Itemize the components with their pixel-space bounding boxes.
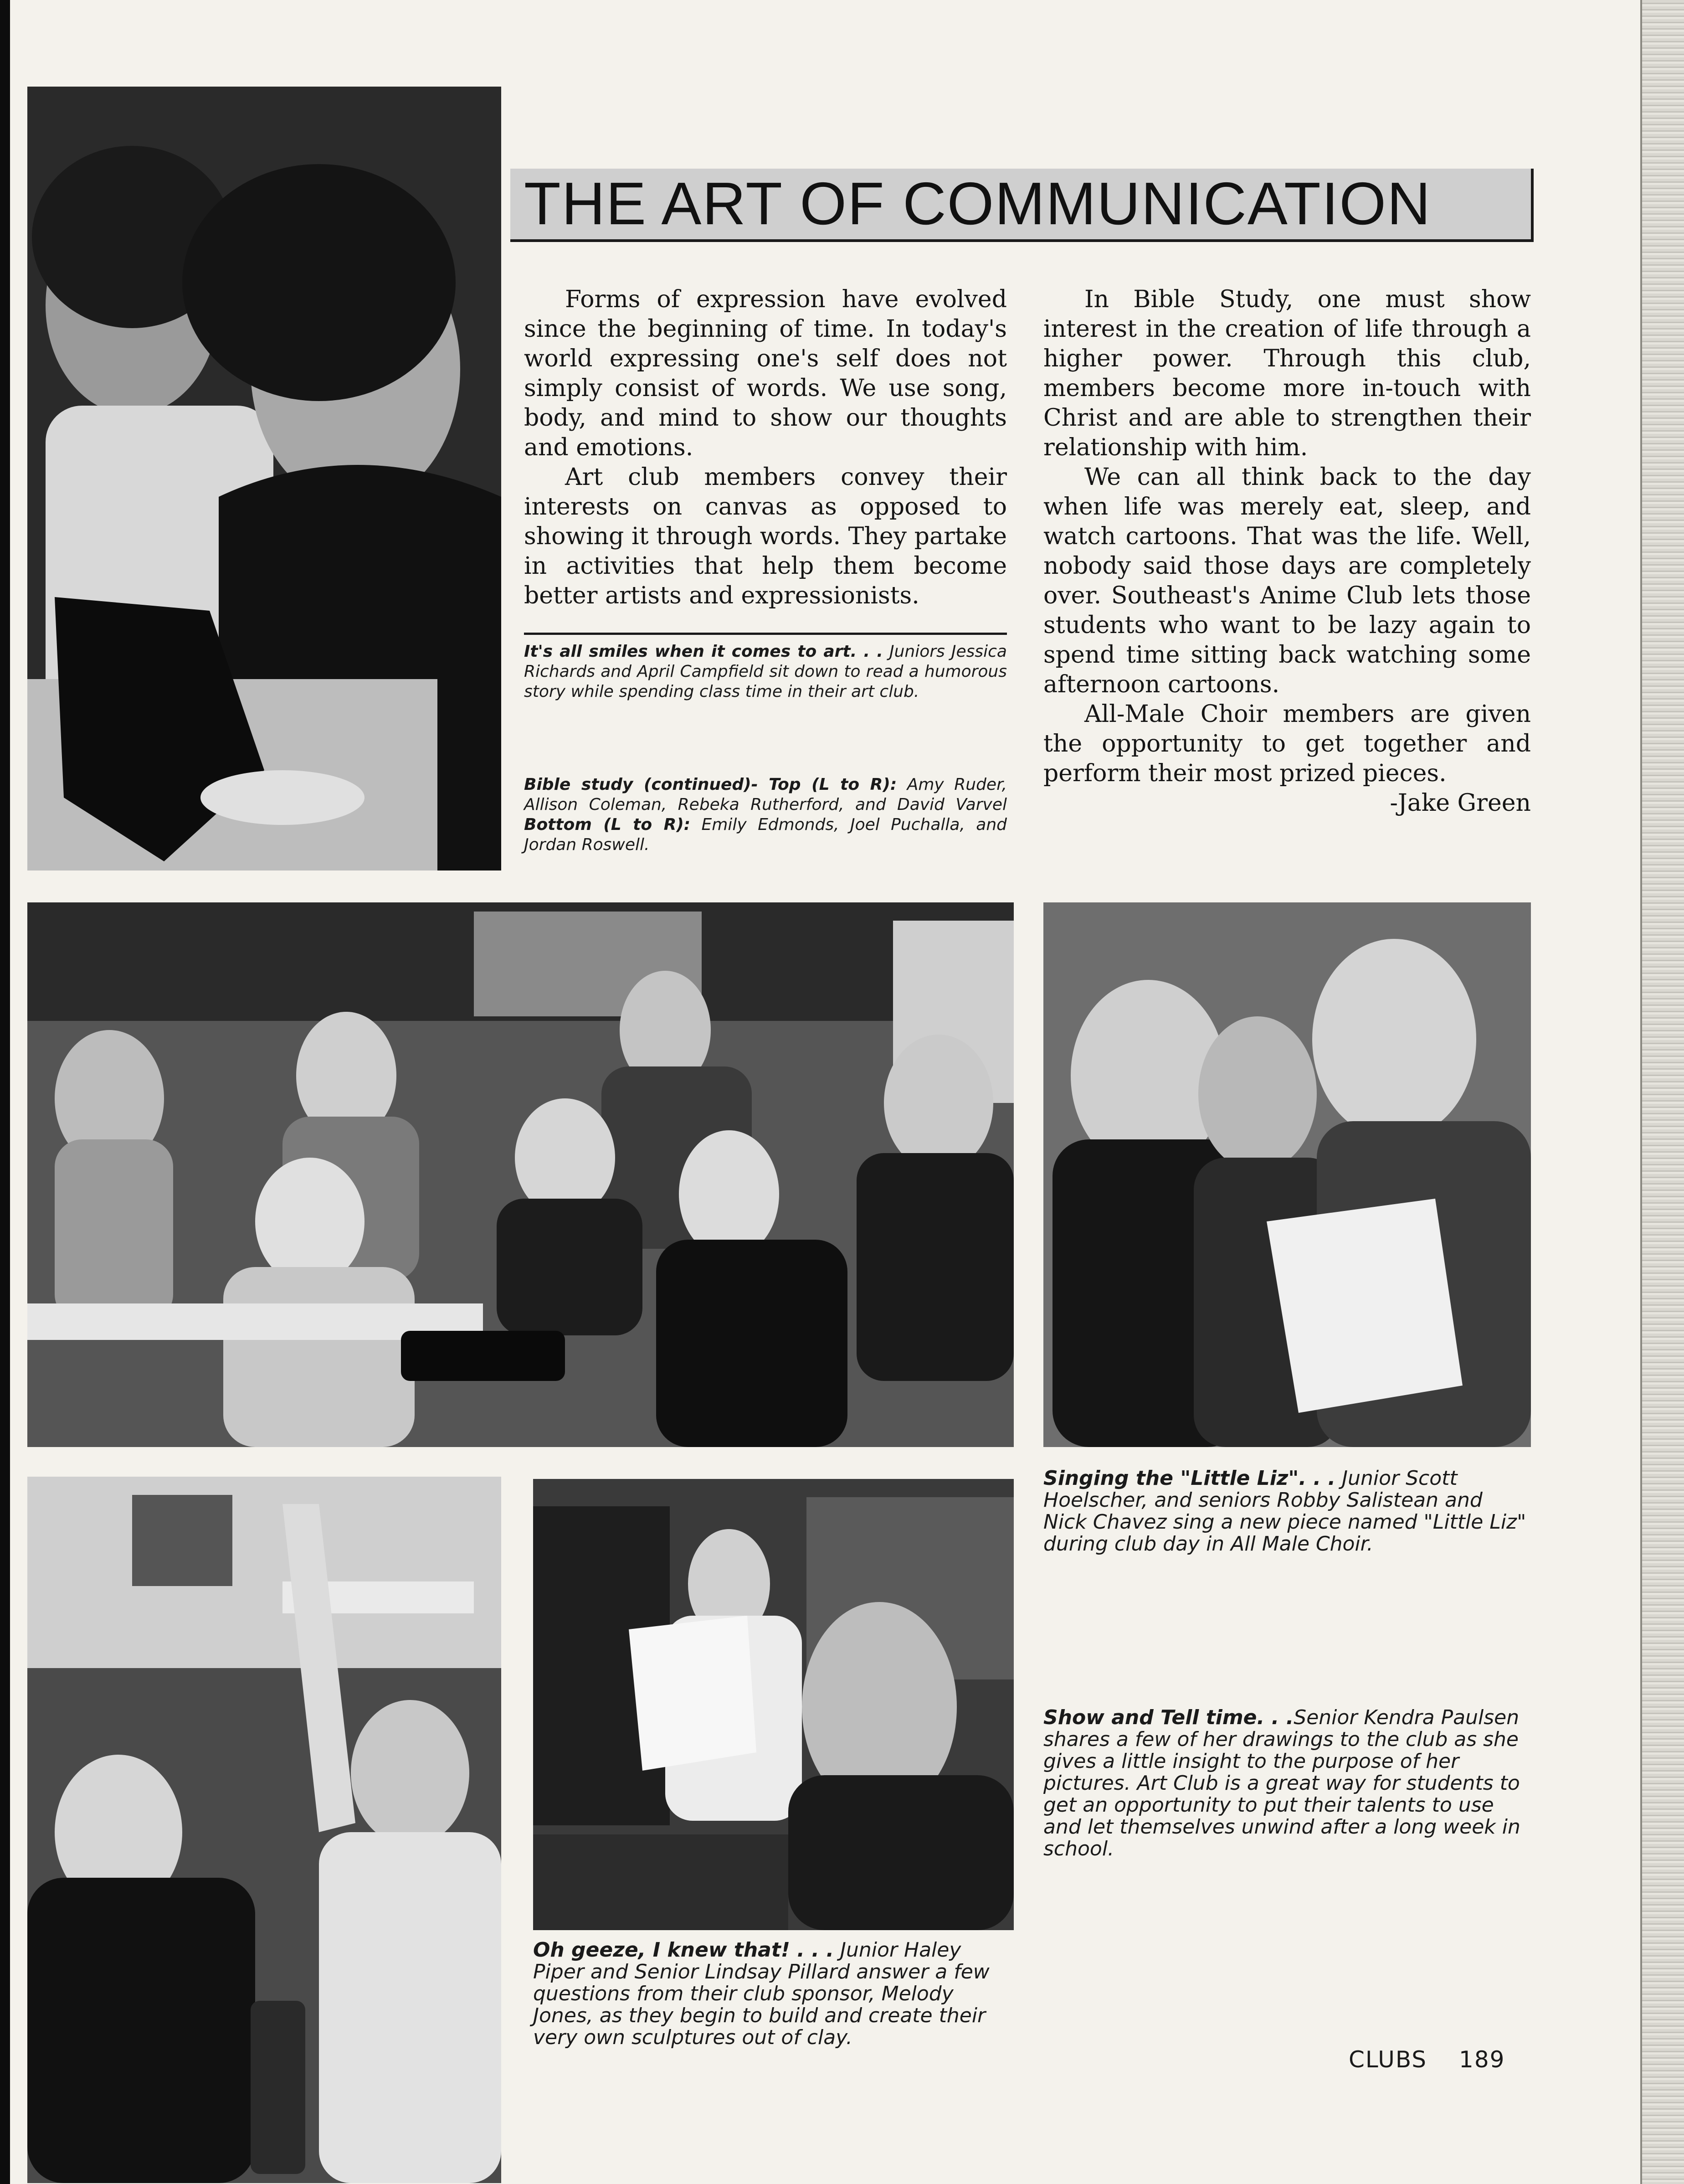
folio-section: CLUBS — [1349, 2046, 1427, 2073]
article-column-right — [1043, 285, 1531, 818]
paragraph: Forms of expression have evolved since the beginning of time. In today's world expressing one's self does not simply consist of words. We use song, body, and mind to show our thoughts and emotions. — [524, 286, 1007, 461]
paragraph: We can all think back to the day when life was merely eat, sleep, and watch cartoons. That was the life. Well, nobody said those days are completely over. Southeast's Anime Club lets those students who want to be lazy again to spend time sitting back watching some afternoon cartoons. — [1043, 464, 1531, 698]
photo-anime-club-classroom — [27, 902, 1014, 1447]
article-column-left — [524, 285, 1007, 611]
page-number: 189 — [1459, 2046, 1505, 2073]
caption-bible-study: Bible study (continued)- Top (L to R): Amy Ruder, Allison Coleman, Rebeka Rutherford, and David Varvel Bottom (L to R): Emily Edmonds, Joel Puchalla, and Jordan Roswell. — [524, 775, 1007, 854]
caption-divider — [524, 633, 1007, 635]
photo-art-club-pottery — [27, 1477, 501, 2183]
caption-show-and-tell: Show and Tell time. . .Senior Kendra Paulsen shares a few of her drawings to the club as she gives a little insight to the purpose of her pictures. Art Club is a great way for students to get an opportunity to put their talents to use and let themselves unwind after a long week in school. — [1043, 1706, 1520, 1860]
page-folio — [1349, 2046, 1505, 2073]
byline: -Jake Green — [1390, 789, 1531, 817]
paragraph: All-Male Choir members are given the opportunity to get together and perform their most prized pieces. — [1043, 701, 1531, 787]
caption-oh-geeze: Oh geeze, I knew that! . . . Junior Haley Piper and Senior Lindsay Pillard answer a few questions from their club sponsor, Melody Jones, as they begin to build and create their very own sculptures out of clay. — [533, 1938, 990, 2049]
page-binding-edge — [0, 0, 10, 2184]
page-title: THE ART OF COMMUNICATION — [524, 170, 1432, 237]
photo-art-club-girls — [27, 87, 501, 871]
photo-all-male-choir — [1043, 902, 1531, 1447]
paragraph: In Bible Study, one must show interest in the creation of life through a higher power. Through this club, members become more in-touch with Christ and are able to strengthen their relationship with him. — [1043, 286, 1531, 461]
caption-art-smiles: It's all smiles when it comes to art. . . Juniors Jessica Richards and April Campfield sit down to read a humorous story while spending class time in their art club. — [524, 642, 1007, 701]
photo-show-and-tell — [533, 1479, 1014, 1930]
page-stack-edge — [1640, 0, 1684, 2184]
caption-choir: Singing the "Little Liz". . . Junior Scott Hoelscher, and seniors Robby Salistean and Nick Chavez sing a new piece named "Little Liz" during club day in All Male Choir. — [1043, 1467, 1526, 1556]
paragraph: Art club members convey their interests on canvas as opposed to showing it through words. They partake in activities that help them become better artists and expressionists. — [524, 464, 1007, 609]
